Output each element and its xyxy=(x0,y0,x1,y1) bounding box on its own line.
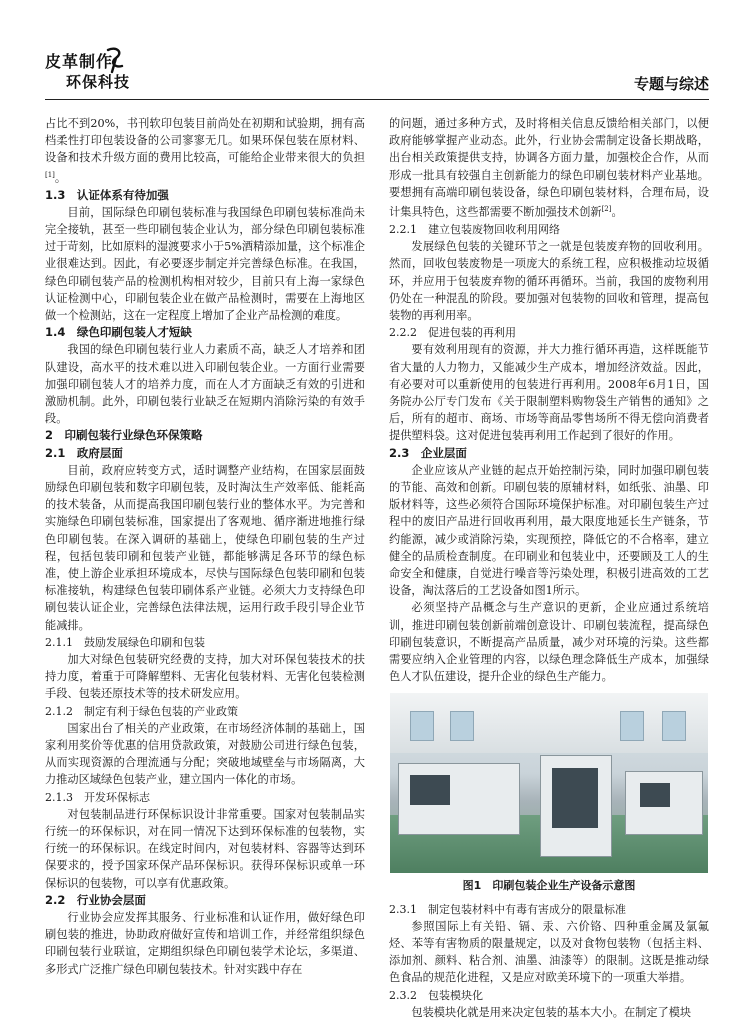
body-paragraph: 目前，政府应转变方式，适时调整产业结构，在国家层面鼓励绿色印刷包装和数字印刷包装，及时淘汰生产效率低、能耗高的技术装备，从而提高我国印刷包装行业的整体水平。为完善和实施绿色印刷包装标准，国家提出了客观地、循序渐进地推行绿色印刷包装。在深入调研的基础上，使绿色印刷包装的生产过程，包括包装印刷和包装产业链，都能够满足各环节的绿色标准，使上游企业承担环境成本，尽快与国际绿色包装印刷和包装标准接轨，构建绿色包装印刷体系产业链。必须大力支持绿色印刷包装认证企业，完善绿色法律法规，运用行政手段引导企业节能减排。 xyxy=(45,463,365,632)
journal-logo-line2: 环保科技 xyxy=(66,73,131,91)
figure-machine-panel xyxy=(640,783,670,807)
figure-machine-panel xyxy=(410,775,450,805)
subsection-heading: 2.1.3 开发环保标志 xyxy=(45,790,150,804)
body-paragraph: 必须坚持产品概念与生产意识的更新，企业应通过系统培训，推进印刷包装创新前端创意设计、印刷包装流程，提高绿色印刷包装意识，不断提高产品质量，减少对环境的污染。这些都需要应纳入企业管理的内容，以绿色理念降低生产成本，加强绿色人才队伍建设，提升企业的绿色生产能力。 xyxy=(389,601,709,684)
subsection-heading: 2.3.2 包装模块化 xyxy=(389,988,483,1002)
figure-window xyxy=(450,711,474,741)
figure-window xyxy=(620,711,644,741)
figure-machine-panel xyxy=(552,768,598,828)
body-paragraph: 要有效利用现有的资源，并大力推行循环再造，这样既能节省大量的人力物力，又能减少生产成本，增加经济效益。因此，有必要对可以重新使用的包装进行再利用。2008年6月1日，国务院办公厅专门发布《关于限制塑料购物袋生产销售的通知》之后，所有的超市、商场、市场等商品零售场所不得无偿向消费者提供塑料袋。这对促进包装再利用工作起到了很好的作用。 xyxy=(389,343,709,443)
body-paragraph: 目前，国际绿色印刷包装标准与我国绿色印刷包装标准尚未完全接轨，甚至一些印刷包装企业认为，部分绿色印刷包装标准过于苛刻，比如原料的湿渡要求小于5%酒精添加量，这个标准企业很难达到。因此，有必要逐步制定并完善绿色标准。在我国，绿色印刷包装产品的检测机构相对较少，目前只有上海一家绿色认证检测中心，印刷包装企业在做产品检测时，需要在上海地区做一个检测站，这在一定程度上增加了企业产品检测的难度。 xyxy=(45,205,365,322)
citation-ref: [2] xyxy=(601,205,612,214)
body-paragraph: 企业应该从产业链的起点开始控制污染，同时加强印刷包装的节能、高效和创新。印刷包装的原辅材料，如纸张、油墨、印版材料等，这些必须符合国际环境保护标准。对印刷包装生产过程中的废旧产品进行回收再利用，最大限度地延长生产链条，节约能源，减少或消除污染，实现预控，降低它的不合格率，建立健全的品质检查制度。在印刷业和包装业中，还要顾及工人的生命安全和健康，自觉进行噪音等污染处理，积极引进高效的工艺设备，淘汰落后的工艺设备如图1所示。 xyxy=(389,463,709,598)
body-paragraph: 加大对绿色包装研究经费的支持，加大对环保包装技术的扶持力度，着重于可降解塑料、无害化包装材料、无害化包装检测手段、包装还原技术等的技术研发应用。 xyxy=(45,653,365,701)
figure-caption: 图1 印刷包装企业生产设备示意图 xyxy=(462,879,636,893)
section-heading: 2.1 政府层面 xyxy=(45,445,123,460)
right-column-top xyxy=(389,115,709,685)
body-paragraph: 国家出台了相关的产业政策，在市场经济体制的基础上，国家利用奖价等优惠的信用贷款政策，对鼓励公司进行绿色包装，从而实现资源的合理流通与分配；突破地域壁垒与市场隔离，大力推动区域绿色包装产业，建立国内一体化的市场。 xyxy=(45,721,365,787)
body-paragraph: 包装模块化就是用来决定包装的基本大小。在制定了模块 xyxy=(411,1005,692,1019)
section-heading: 2.3 企业层面 xyxy=(389,445,467,460)
left-column xyxy=(45,115,365,978)
subsection-heading: 2.3.1 制定包装材料中有毒有害成分的限量标准 xyxy=(389,902,626,916)
body-paragraph: 的问题，通过多种方式，及时将相关信息反馈给相关部门，以便政府能够掌握产业动态。此外，行业协会需制定设备长期战略，出台相关政策提供支持，协调各方面力量，加强校企合作，从而形成一批具有较强自主创新能力的绿色印刷包装材料产业基地。要想拥有高端印刷包装设备，绿色印刷包装材料，合理布局，设计集具特色，这些都需要不断加强技术创新[2]。 xyxy=(389,117,709,219)
section-heading: 1.3 认证体系有待加强 xyxy=(45,187,169,202)
body-paragraph: 发展绿色包装的关键环节之一就是包装废弃物的回收利用。然而，回收包装废物是一项庞大的系统工程，应积极推动垃圾循环，并应用于包装废弃物的循环再循环。当前，我国的废物利用仍处在一种混乱的阶段。要加强对包装物的回收和管理，提高包装物的再利用率。 xyxy=(389,240,709,322)
header-rule xyxy=(45,99,709,100)
journal-logo-line1: 皮革制作 xyxy=(45,52,114,71)
figure-window xyxy=(410,711,434,741)
right-column-bottom xyxy=(389,901,709,1021)
section-heading: 2 印刷包装行业绿色环保策略 xyxy=(45,428,203,443)
subsection-heading: 2.1.2 制定有利于绿色包装的产业政策 xyxy=(45,704,238,718)
subsection-heading: 2.1.1 鼓励发展绿色印刷和包装 xyxy=(45,635,205,649)
body-paragraph: 对包装制品进行环保标识设计非常重要。国家对包装制品实行统一的环保标识，对在同一情况下达到环保标准的包装物，实行统一的环保标识。在线定时间内，对包装材料、容器等达到环保要求的，授予国家环保产品环保标识。获得环保标识或单一环保标识的包装物，可以享有优惠政策。 xyxy=(45,807,365,890)
figure-factory-photo xyxy=(390,693,708,873)
figure-window xyxy=(662,711,686,741)
subsection-heading: 2.2.2 促进包装的再利用 xyxy=(389,326,516,340)
subsection-heading: 2.2.1 建立包装废物回收利用网络 xyxy=(389,222,560,236)
body-paragraph: 参照国际上有关铅、镉、汞、六价铬、四种重金属及氯氟烃、苯等有害物质的限量规定，以及对食物包装物（包括主料、添加剂、颜料、粘合剂、油墨、油漆等）的限制。这既是推动绿色食品的规范化进程，又是应对欧美环境下的一项重大举措。 xyxy=(389,919,709,985)
body-paragraph: 我国的绿色印刷包装行业人力素质不高，缺乏人才培养和团队建设，高水平的技术难以进入印刷包装企业。一方面行业需要加强印刷包装人才的培养力度，而在人才方面缺乏有效的引进和激励机制。此外，印刷包装行业缺乏在短期内消除污染的有效手段。 xyxy=(45,343,365,426)
section-heading: 2.2 行业协会层面 xyxy=(45,892,146,907)
body-paragraph: 占比不到20%，书刊软印包装目前尚处在初期和试验期，拥有高档柔性打印包装设备的公司寥寥无几。如果环保包装在原材料、设备和技术升级方面的费用比较高，可能给企业带来很大的负担[1]。 xyxy=(45,117,365,185)
right-column xyxy=(389,115,709,1021)
citation-ref: [1] xyxy=(45,170,55,179)
figure-ceiling xyxy=(390,693,708,753)
section-title: 专题与综述 xyxy=(633,75,709,93)
body-paragraph: 行业协会应发挥其服务、行业标准和认证作用，做好绿色印刷包装的推进，协助政府做好宣传和培训工作，并经常组织绿色印刷包装行业联谊，定期组织绿色印刷包装学术论坛，多渠道、多形式广泛推广绿色印刷包装技术。针对实践中存在 xyxy=(45,911,365,976)
section-heading: 1.4 绿色印刷包装人才短缺 xyxy=(45,325,192,340)
